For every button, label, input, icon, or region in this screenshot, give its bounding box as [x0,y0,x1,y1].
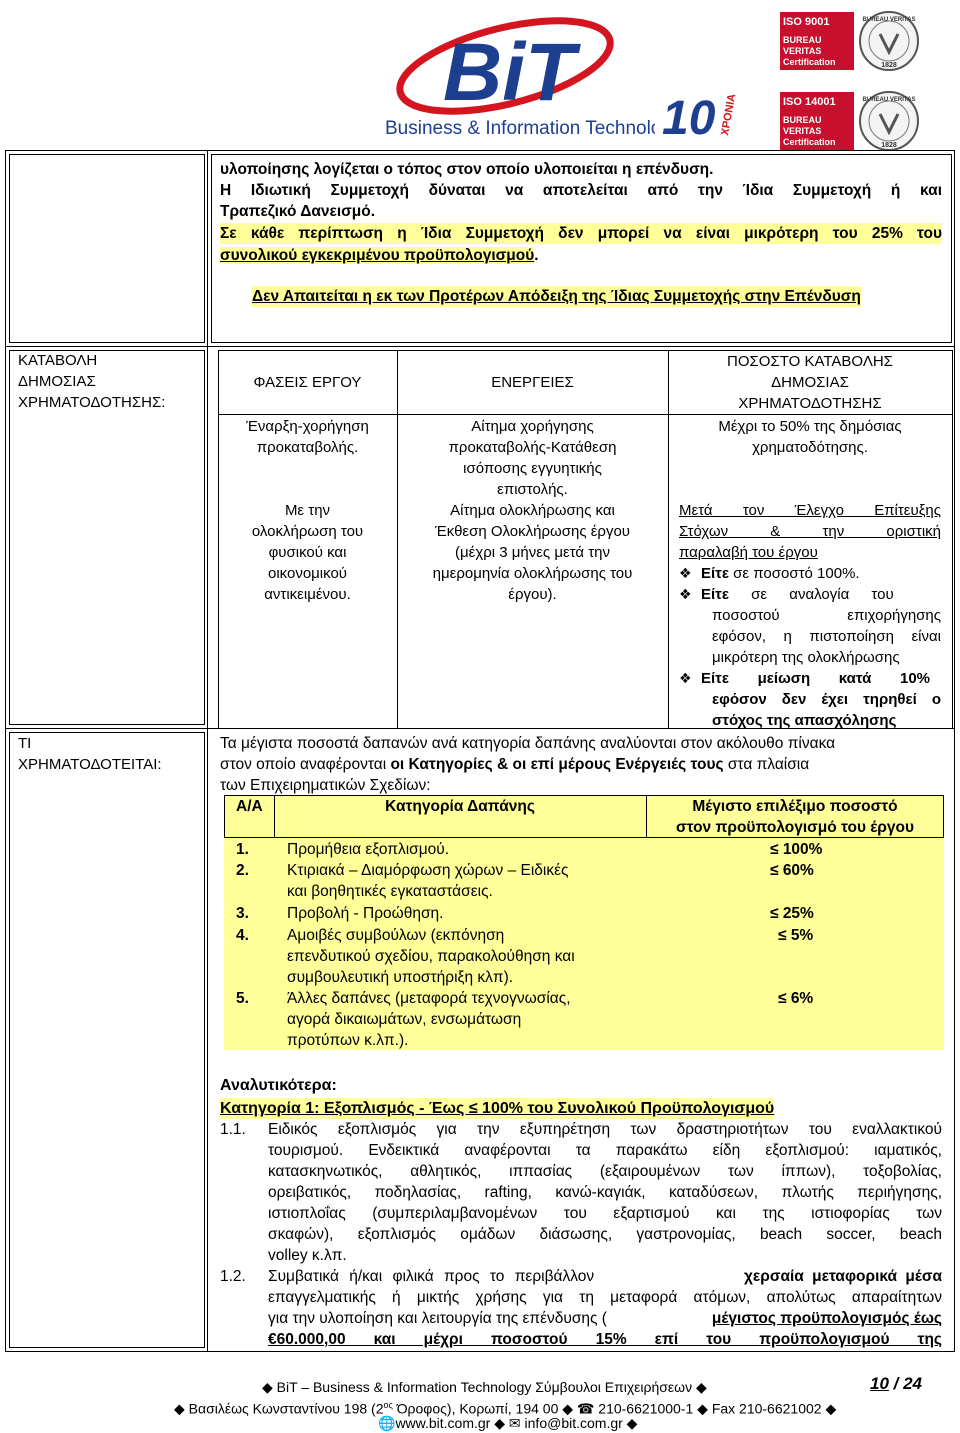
diamond-bullet-icon: ◆ [693,1400,712,1417]
diamond-bullet-icon: ◆ [494,1415,509,1431]
financed-label-1: ΤΙ [18,735,32,752]
financed-label-2: ΧΡΗΜΑΤΟΔΟΤΕΙΤΑΙ: [18,756,162,773]
cert-standard: ISO 14001 [783,96,836,108]
bit-logo-graphic [385,8,655,138]
header-percent-2: ΔΗΜΟΣΙΑΣ [771,374,849,391]
phone-icon: ☎ [576,1400,595,1417]
row-max: ≤ 60% [770,862,814,879]
bureau-veritas-seal [858,88,920,154]
row-category-cont: και βοηθητικές εγκαταστάσεις. [287,883,493,900]
diamond-bullet-icon: ◆ [622,1415,638,1431]
row-category-cont: συμβουλευτική υποστήριξη κλπ). [287,969,514,986]
item-1-2-line-1 [268,1266,942,1287]
option-1-bold: Είτε [701,565,729,582]
top-line-3: Τραπεζικό Δανεισμό. [220,203,376,220]
row2-action-3: (μέχρι 3 μήνες μετά την [455,544,610,561]
intro-2-c: στα πλαίσια [723,756,810,773]
footer-web[interactable]: www.bit.com.gr [395,1415,491,1431]
page-separator: / [888,1374,904,1393]
seal-year: 1828 [881,142,897,149]
header-percent-1: ΠΟΣΟΣΤΟ ΚΑΤΑΒΟΛΗΣ [727,353,893,370]
row-category: Αμοιβές συμβούλων (εκπόνηση [287,927,505,944]
row1-action-1: Αίτημα χορήγησης [471,418,594,435]
iso-14001-badge [780,92,916,150]
label-cell-box [9,732,205,1348]
diamond-bullet-icon: ❖ [679,565,692,581]
diamond-bullet-icon: ◆ [562,1400,577,1417]
item-1-2-line-3 [268,1308,942,1329]
row2-option-1 [679,563,860,584]
col-max-header-2: στον προϋπολογισμό του έργου [676,819,914,836]
row2-action-4: ημερομηνία ολοκλήρωσης του [432,565,633,582]
intro-2-a: στον οποίο αναφέρονται [220,756,391,773]
top-line-5 [220,245,539,266]
item-1-2-text-b: χερσαία μεταφορικά μέσα [743,1268,942,1285]
row2-phase-3: φυσικού και [268,544,347,561]
row-category: Άλλες δαπάνες (μεταφορά τεχνογνωσίας, [287,990,571,1007]
bureau-veritas-seal [858,8,920,74]
anniversary-number: 10 [662,92,716,140]
intro-2-b: οι Κατηγορίες & οι επί μέρους Ενέργειές τους [390,756,724,773]
item-1-1-line: volley κ.λπ. [268,1247,347,1264]
item-1-1-line: Ειδικός εξοπλισμός για την εξυπηρέτηση των δραστηριοτήτων του εναλλακτικού [268,1121,942,1138]
row-category: Προμήθεια εξοπλισμού. [287,841,450,858]
seal-year: 1828 [881,62,897,69]
option-2-line-4: μικρότερη της ολοκλήρωσης [712,649,900,666]
brand-main: BiT [443,27,576,118]
item-1-2-line-4: €60.000,00 και μέχρι ποσοστού 15% επί του προϋπολογισμού της [268,1331,942,1348]
row2-action-1: Αίτημα ολοκλήρωσης και [450,502,615,519]
diamond-bullet-icon: ❖ [679,586,692,602]
item-1-1-number: 1.1. [220,1121,246,1138]
row-max: ≤ 100% [770,841,823,858]
cert-issuer: BUREAU VERITAS [783,35,822,56]
item-1-1-line: κατασκηνωτικός, αθλητικός, ιππασίας (εξαιρουμένων των ίππων), τοξοβολίας, [268,1163,942,1180]
row-max: ≤ 25% [770,905,814,922]
option-1-text: σε ποσοστό 100%. [729,565,860,582]
iso-9001-badge [780,12,916,70]
seal-text: BUREAU VERITAS [862,97,916,103]
footer-company-text: BiT – Business & Information Technology Σύμβουλοι Επιχειρήσεων [276,1379,693,1395]
row1-action-2: προκαταβολής-Κατάθεση [448,439,617,456]
footer-company [262,1378,707,1397]
col-category-header: Κατηγορία Δαπάνης [385,798,535,815]
item-1-2-text-c: για την υλοποίηση και λειτουργία της επένδυσης ( [268,1310,607,1327]
footer-address-b: Όροφος), Κορωπί, 194 00 [392,1400,559,1417]
cert-type: Certification [783,137,836,147]
top-line-5-text: συνολικού εγκεκριμένου προϋπολογισμού [220,247,535,264]
payment-label-2: ΔΗΜΟΣΙΑΣ [18,373,96,390]
diamond-bullet-icon: ◆ [174,1400,189,1417]
row-category-cont: επενδυτικού σχεδίου, παρακολούθηση και [287,948,575,965]
row-category-cont: προτύπων κ.λπ.). [287,1032,409,1049]
row-divider [5,346,955,347]
item-1-2-number: 1.2. [220,1268,246,1285]
page-total: 24 [903,1374,923,1393]
top-line-5-end: . [534,247,539,264]
diamond-bullet-icon: ❖ [679,670,692,686]
row-max: ≤ 6% [778,990,814,1007]
row-max: ≤ 5% [778,927,814,944]
header-percent-3: ΧΡΗΜΑΤΟΔΟΤΗΣΗΣ [738,395,882,412]
row-no: 2. [236,862,249,879]
row-category: Κτιριακά – Διαμόρφωση χώρων – Ειδικές [287,862,569,879]
cert-standard: ISO 9001 [783,16,830,28]
table-border [218,414,952,415]
row-no: 4. [236,927,249,944]
payment-label-3: ΧΡΗΜΑΤΟΔΟΤΗΣΗΣ: [18,394,166,411]
bit-logo [385,8,655,138]
footer-address-a: Βασιλέως Κωνσταντίνου 198 (2 [188,1400,384,1417]
footer-email[interactable]: info@bit.com.gr [524,1415,623,1431]
category-1-title: Κατηγορία 1: Εξοπλισμός - Έως ≤ 100% του Συνολικού Προϋπολογισμού [220,1100,775,1117]
anniversary-label: ΧΡΟΝΙΑ [719,92,739,137]
financed-intro-3: των Επιχειρηματικών Σχεδίων: [220,777,431,794]
row2-phase-2: ολοκλήρωση του [251,523,364,540]
detail-heading: Αναλυτικότερα: [220,1077,337,1094]
item-1-2-line-2: επαγγελματικής ή μικτής χρήσης για τη μεταφορά ατόμων, απολύτως απαραίτητων [268,1289,942,1306]
row2-cond-2: Στόχων & την οριστική [679,523,941,540]
ten-years-logo [662,88,744,140]
footer-fax: Fax 210-6621002 [711,1400,822,1417]
row2-action-2: Έκθεση Ολοκλήρωσης έργου [434,523,630,540]
own-contribution-notice: Δεν Απαιτείται η εκ των Προτέρων Απόδειξη της Ίδιας Συμμετοχής στην Επένδυση [252,288,861,305]
row1-action-3: ισόποσης εγγυητικής [463,460,602,477]
row2-cond-3: παραλαβή του έργου [679,544,818,561]
option-3-line-2: εφόσον δεν έχει τηρηθεί ο [712,691,941,708]
option-2-line-2: ποσοστού επιχορήγησης [712,607,941,624]
diamond-bullet-icon: ◆ [262,1379,277,1395]
table-border [952,350,953,728]
col-no-header: Α/Α [236,798,263,815]
diamond-bullet-icon: ◆ [692,1379,707,1395]
option-2-bold: Είτε [701,586,729,603]
row2-option-2 [679,584,941,605]
row1-phase-1: Έναρξη-χορήγηση [246,418,369,435]
row2-phase-4: οικονομικού [267,565,347,582]
option-2-line-3: εφόσον, η πιστοποίηση είναι [712,628,941,645]
footer-address-sup: ος [383,1400,393,1410]
label-cell-box [9,154,205,343]
seal-text: BUREAU VERITAS [862,17,916,23]
item-1-2-text-d: μέγιστος προϋπολογισμός έως [711,1310,942,1327]
page-current: 10 [870,1374,889,1393]
top-line-1: υλοποίησης λογίζεται ο τόπος στον οποίο υλοποιείται η επένδυση. [220,161,714,178]
payment-label-1: ΚΑΤΑΒΟΛΗ [18,352,98,369]
footer-contact [378,1414,637,1433]
row2-phase-5: αντικειμένου. [264,586,351,603]
item-1-1-line: σκαφών), εξοπλισμός ομάδων διάσωσης, γαστρονομίας, beach soccer, beach [268,1226,942,1243]
item-1-1-line: ορειβατικός, ποδηλασίας, rafting, κανώ-καγιάκ, καταδύσεων, πλωτής περιήγησης, [268,1184,942,1201]
row2-phase-1: Με την [284,502,331,519]
row-no: 5. [236,990,249,1007]
page-number [870,1374,922,1393]
top-line-2: Η Ιδιωτική Συμμετοχή δύναται να αποτελείται από την Ίδια Συμμετοχή ή και [220,182,942,199]
option-2-text: σε αναλογία του [729,586,894,603]
col-max-header-1: Μέγιστο επιλέξιμο ποσοστό [692,798,898,815]
row-category: Προβολή - Προώθηση. [287,905,444,922]
row2-action-5: έργου). [508,586,557,603]
header-actions: ΕΝΕΡΓΕΙΕΣ [491,374,574,391]
row2-option-3 [679,668,941,689]
top-line-4: Σε κάθε περίπτωση η Ίδια Συμμετοχή δεν μπορεί να είναι μικρότερη του 25% του [220,225,942,242]
row1-action-4: επιστολής. [497,481,568,498]
row2-cond-1: Μετά τον Έλεγχο Επίτευξης [679,502,941,519]
cert-type: Certification [783,57,836,67]
row-no: 3. [236,905,249,922]
financed-intro-1: Τα μέγιστα ποσοστά δαπανών ανά κατηγορία δαπάνης αναλύονται στον ακόλουθο πίνακα [220,735,836,752]
item-1-1-line: ιστιοπλοΐας (συμπεριλαμβανομένων του εξαρτισμού και της ιστιοφορίας των [268,1205,942,1222]
email-icon: ✉ [508,1415,521,1431]
row-no: 1. [236,841,249,858]
option-3-line-3: στόχος της απασχόλησης [712,712,897,729]
financed-intro-2 [220,754,809,775]
item-1-1-line: τουρισμού. Ενδεικτικά αναφέρονται τα παρακάτω είδη εξοπλισμού: ιαματικός, [268,1142,942,1159]
row1-percent-1: Μέχρι το 50% της δημόσιας [718,418,902,435]
option-3-line-1: Είτε μείωση κατά 10% [701,670,930,687]
item-1-2-text-a: Συμβατικά ή/και φιλικά προς το περιβάλλον [268,1268,595,1285]
row1-phase-2: προκαταβολής. [256,439,359,456]
diamond-bullet-icon: ◆ [821,1400,837,1417]
brand-tagline: Business & Information Technology [385,118,655,138]
footer-phone: 210-6621000-1 [598,1400,694,1417]
globe-icon: 🌐 [378,1415,396,1431]
header-phases: ΦΑΣΕΙΣ ΕΡΓΟΥ [253,374,362,391]
row1-percent-2: χρηματοδότησης. [752,439,868,456]
row-category-cont: αγορά δικαιωμάτων, ενσωμάτωση [287,1011,522,1028]
cert-issuer: BUREAU VERITAS [783,115,822,136]
